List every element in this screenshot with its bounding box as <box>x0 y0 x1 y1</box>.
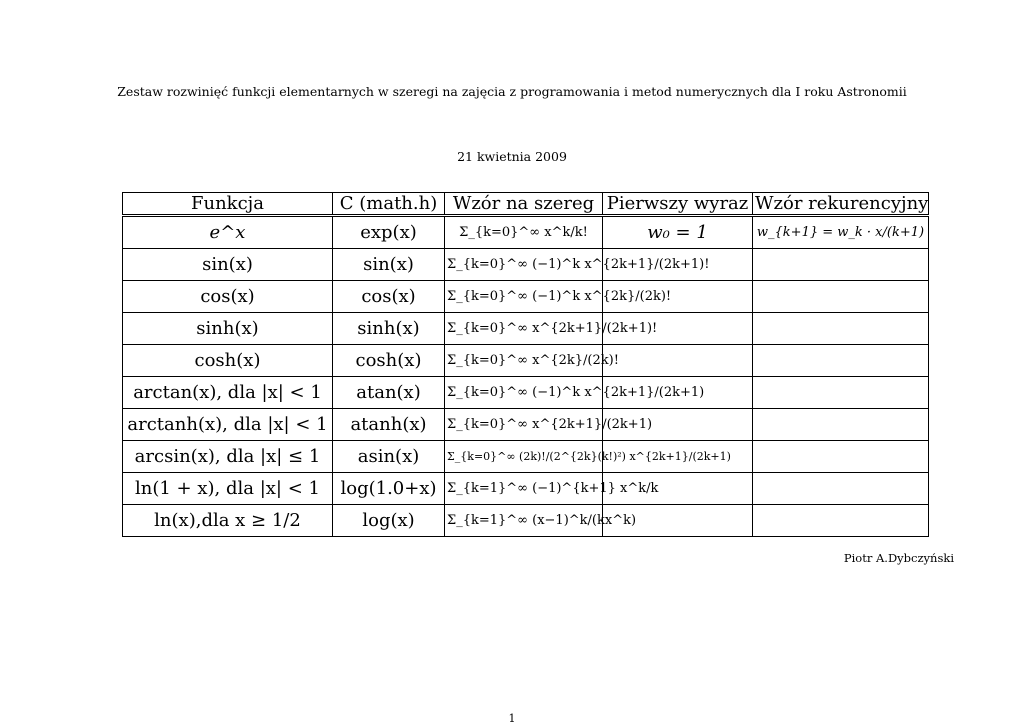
series-formula: Σ_{k=0}^∞ (−1)^k x^{2k+1}/(2k+1)! <box>447 257 710 272</box>
document-title: Zestaw rozwinięć funkcji elementarnych w szeregi na zajęcia z programowania i metod numerycznych dla I roku Astronomii <box>117 84 907 99</box>
series-formula-cell <box>445 505 637 537</box>
author-signature: Piotr A.Dybczyński <box>843 551 954 565</box>
function-cell: sin(x) <box>123 249 333 281</box>
series-formula-cell <box>445 216 603 249</box>
function-cell: ln(x),dla x ≥ 1/2 <box>123 505 333 537</box>
c-call-cell: atanh(x) <box>333 409 445 441</box>
column-header-series: Wzór na szereg <box>445 193 603 216</box>
recurrence-cell <box>753 249 929 281</box>
series-formula-cell <box>445 313 658 345</box>
series-formula-cell <box>445 441 731 473</box>
series-formula: Σ_{k=0}^∞ (−1)^k x^{2k+1}/(2k+1) <box>447 385 705 400</box>
c-call-cell: cos(x) <box>333 281 445 313</box>
recurrence-cell <box>753 216 929 249</box>
function-cell: sinh(x) <box>123 313 333 345</box>
recurrence-cell <box>753 377 929 409</box>
column-header-first-term: Pierwszy wyraz <box>603 193 753 216</box>
series-expansion-table <box>122 192 929 537</box>
recurrence-cell <box>753 409 929 441</box>
page-number: 1 <box>508 712 516 725</box>
column-header-function: Funkcja <box>123 193 333 216</box>
c-call-cell: log(1.0+x) <box>333 473 445 505</box>
recurrence-cell <box>753 313 929 345</box>
recurrence-cell <box>753 345 929 377</box>
series-formula-cell <box>445 409 653 441</box>
table-row <box>123 216 929 249</box>
column-header-recurrence: Wzór rekurencyjny <box>753 193 929 216</box>
c-call-cell: exp(x) <box>333 216 445 249</box>
series-formula-cell <box>445 345 619 377</box>
table-row <box>123 313 929 345</box>
recurrence-cell <box>753 473 929 505</box>
function-cell: e^x <box>123 216 333 249</box>
function-cell: arcsin(x), dla |x| ≤ 1 <box>123 441 333 473</box>
c-call-cell: sinh(x) <box>333 313 445 345</box>
document-date: 21 kwietnia 2009 <box>457 149 567 164</box>
function-cell: cosh(x) <box>123 345 333 377</box>
series-formula-cell <box>445 281 672 313</box>
series-formula: Σ_{k=1}^∞ (−1)^{k+1} x^k/k <box>447 481 659 496</box>
table-row <box>123 409 929 441</box>
first-term-cell: w₀ = 1 <box>603 216 753 249</box>
series-formula: Σ_{k=0}^∞ (−1)^k x^{2k}/(2k)! <box>447 289 672 304</box>
table-row <box>123 377 929 409</box>
series-formula: Σ_{k=1}^∞ (x−1)^k/(kx^k) <box>447 513 637 528</box>
first-term-cell <box>603 345 753 377</box>
c-call-cell: asin(x) <box>333 441 445 473</box>
c-call-cell: cosh(x) <box>333 345 445 377</box>
series-formula-cell <box>445 249 710 281</box>
table-row <box>123 441 929 473</box>
series-formula: Σ_{k=0}^∞ x^k/k! <box>459 225 588 240</box>
table-row <box>123 281 929 313</box>
c-call-cell: atan(x) <box>333 377 445 409</box>
column-header-c-call: C (math.h) <box>333 193 445 216</box>
function-cell: arctanh(x), dla |x| < 1 <box>123 409 333 441</box>
series-formula: Σ_{k=0}^∞ x^{2k+1}/(2k+1)! <box>447 321 658 336</box>
table-row <box>123 249 929 281</box>
series-formula: Σ_{k=0}^∞ x^{2k}/(2k)! <box>447 353 619 368</box>
function-cell: arctan(x), dla |x| < 1 <box>123 377 333 409</box>
recurrence-cell <box>753 441 929 473</box>
recurrence-formula: w_{k+1} = w_k · x/(k+1) <box>756 225 925 240</box>
table-header-row <box>123 193 929 216</box>
table-row <box>123 473 929 505</box>
recurrence-cell <box>753 281 929 313</box>
series-formula: Σ_{k=0}^∞ x^{2k+1}/(2k+1) <box>447 417 653 432</box>
c-call-cell: log(x) <box>333 505 445 537</box>
series-formula-cell <box>445 377 705 409</box>
recurrence-cell <box>753 505 929 537</box>
series-formula-cell <box>445 473 659 505</box>
c-call-cell: sin(x) <box>333 249 445 281</box>
table-row <box>123 345 929 377</box>
function-cell: ln(1 + x), dla |x| < 1 <box>123 473 333 505</box>
series-formula: Σ_{k=0}^∞ (2k)!/(2^{2k}(k!)²) x^{2k+1}/(2k+1) <box>447 450 731 463</box>
function-cell: cos(x) <box>123 281 333 313</box>
table-row <box>123 505 929 537</box>
